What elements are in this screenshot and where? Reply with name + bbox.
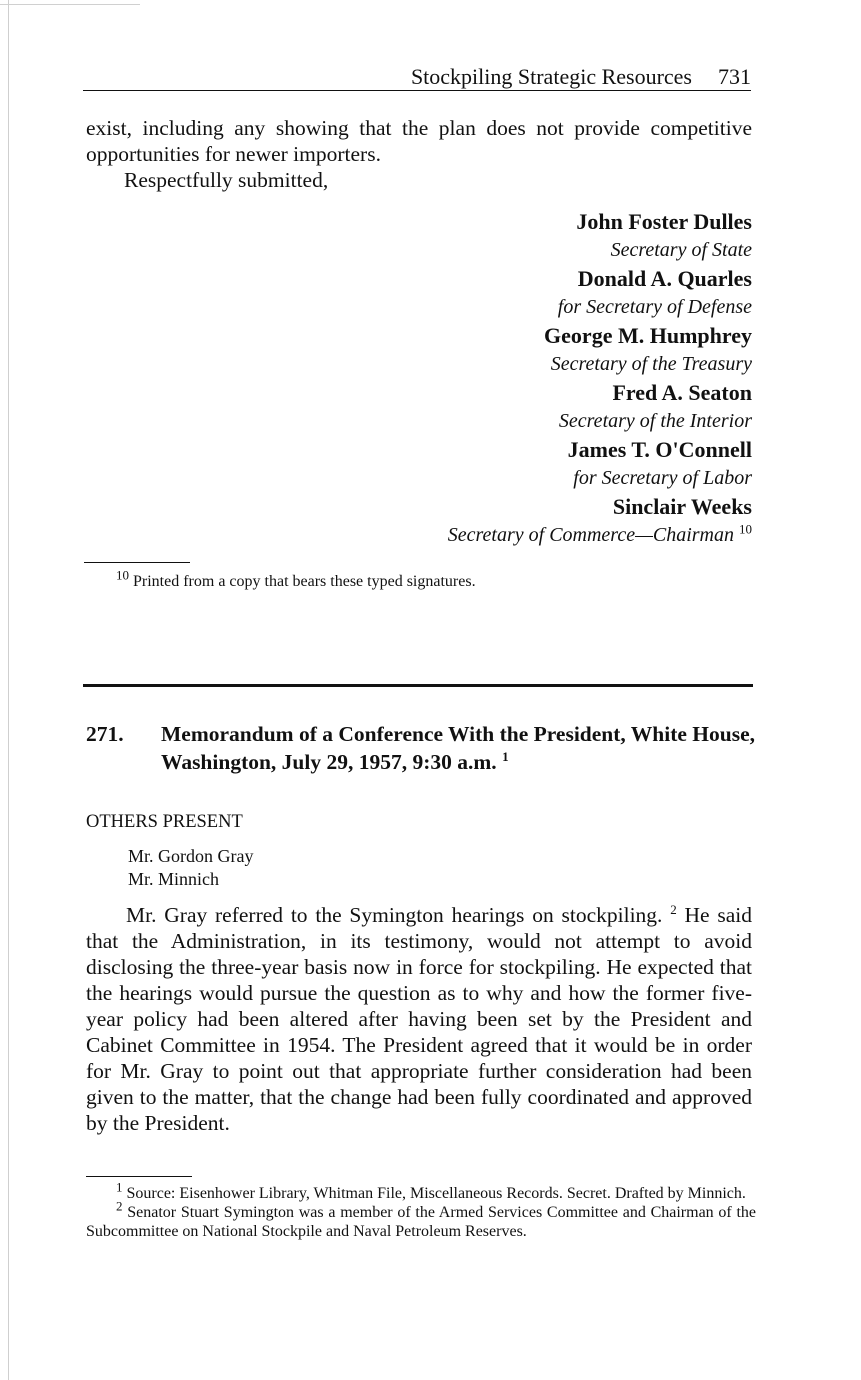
scan-top-rule	[0, 4, 140, 5]
others-present-label: OTHERS PRESENT	[86, 812, 243, 832]
document-title-text: Memorandum of a Conference With the President, White House, Washington, July 29, 1957, 9:30 a.m.	[161, 722, 756, 774]
document-number: 271.	[86, 722, 124, 746]
footnote-10	[86, 567, 756, 591]
footnote-ref-2[interactable]: 2	[670, 901, 677, 917]
attendee: Mr. Minnich	[128, 869, 220, 889]
signatory-title: for Secretary of Defense	[557, 296, 752, 318]
attendee-list	[128, 845, 253, 891]
paragraph-text-part2: He said that the Administration, in its testimony, would not attempt to avoid disclosing the three-year basis now in force for stockpiling. He expected that the hearings would pursue the question as to why and how the former five-year policy had been altered after having been set by the President and Cabinet Committee in 1954. The President agreed that it would be in order for Mr. Gray to point out that appropriate further consideration had been given to the matter, that the change had been fully coordinated and approved by the President.	[86, 903, 753, 1135]
footnote-text: Printed from a copy that bears these typed signatures.	[133, 573, 476, 590]
footnote-marker: 10	[116, 567, 129, 583]
footnote-1	[86, 1179, 756, 1203]
signatory-name: James T. O'Connell	[567, 437, 752, 462]
footnote-marker: 1	[116, 1179, 123, 1195]
footnote-text: Source: Eisenhower Library, Whitman File, Miscellaneous Records. Secret. Drafted by Minnich.	[126, 1185, 746, 1202]
footnote-marker: 2	[116, 1198, 123, 1214]
running-head-title: Stockpiling Strategic Resources	[410, 64, 692, 89]
signatory-title: Secretary of the Interior	[558, 410, 752, 432]
signatory-title: Secretary of the Treasury	[550, 353, 752, 375]
footnote-2	[86, 1198, 757, 1241]
signatory-name: Donald A. Quarles	[577, 266, 752, 291]
footnote-rule	[86, 1176, 192, 1177]
signatory-name: John Foster Dulles	[576, 209, 752, 234]
signatory-name: Sinclair Weeks	[612, 494, 752, 519]
signatory-title-with-ref	[252, 522, 752, 549]
signature-block	[252, 207, 752, 549]
document-title	[161, 720, 756, 776]
signatory-title: Secretary of Commerce—Chairman	[447, 524, 734, 546]
running-head	[83, 64, 751, 91]
signatory-title: for Secretary of Labor	[573, 467, 752, 489]
signatory-name: George M. Humphrey	[544, 323, 752, 348]
footnote-ref-1[interactable]: 1	[502, 748, 509, 764]
attendee: Mr. Gordon Gray	[128, 846, 254, 866]
signatory-title: Secretary of State	[610, 239, 752, 261]
memorandum-paragraph	[86, 902, 752, 1136]
closing-line: Respectfully submitted,	[124, 168, 329, 192]
footnote-ref-10[interactable]: 10	[739, 521, 752, 537]
page-number: 731	[718, 64, 751, 89]
scan-edge	[0, 0, 9, 1380]
footnote-rule	[84, 562, 190, 563]
continuation-paragraph: exist, including any showing that the plan does not provide competitive opportunities for newer importers.	[86, 116, 752, 166]
footnote-text: Senator Stuart Symington was a member of the Armed Services Committee and Chairman of the Subcommittee on National Stockpile and Naval Petroleum Reserves.	[86, 1204, 757, 1240]
section-divider	[83, 684, 753, 687]
footnote-list	[86, 1179, 757, 1241]
signatory-name: Fred A. Seaton	[612, 380, 752, 405]
paragraph-text-part1: Mr. Gray referred to the Symington hearings on stockpiling.	[126, 903, 663, 927]
